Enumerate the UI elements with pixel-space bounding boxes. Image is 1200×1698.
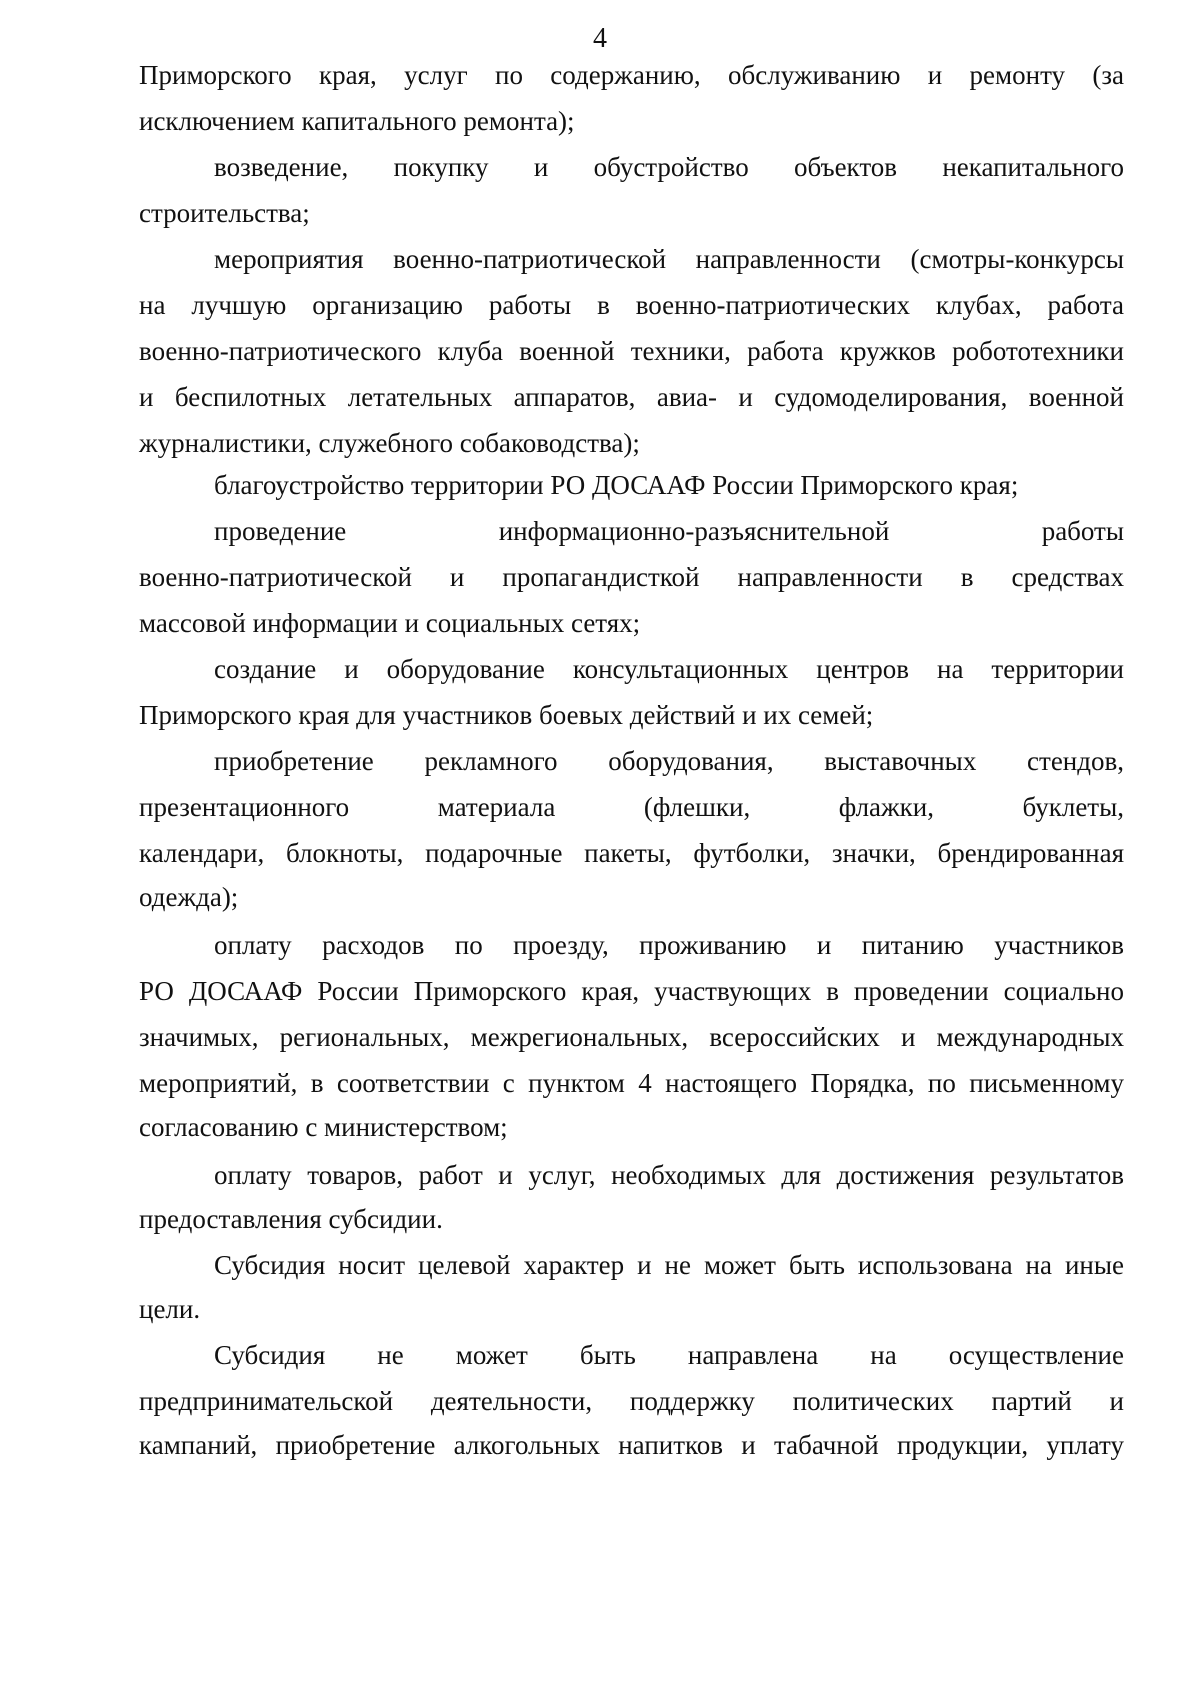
text-line: календари, блокноты, подарочные пакеты, футболки, значки, брендированная [139,838,1124,868]
text-line: предпринимательской деятельности, поддержку политических партий и [139,1386,1124,1416]
text-line: Субсидия не может быть направлена на осуществление [214,1340,1124,1370]
text-line: согласованию с министерством; [139,1112,508,1142]
page-number: 4 [593,23,607,54]
text-line: исключением капитального ремонта); [139,106,575,136]
text-line: оплату товаров, работ и услуг, необходимых для достижения результатов [214,1160,1124,1190]
text-line: создание и оборудование консультационных центров на территории [214,654,1124,684]
text-line: кампаний, приобретение алкогольных напитков и табачной продукции, уплату [139,1430,1124,1460]
text-line: строительства; [139,198,310,228]
text-line: на лучшую организацию работы в военно-патриотических клубах, работа [139,290,1124,320]
text-line: презентационного материала (флешки, флажки, буклеты, [139,792,1124,822]
text-line: цели. [139,1294,201,1324]
text-line: Приморского края для участников боевых действий и их семей; [139,700,874,730]
text-line: одежда); [139,882,239,912]
text-line: журналистики, служебного собаководства); [139,428,640,458]
text-line: приобретение рекламного оборудования, выставочных стендов, [214,746,1124,776]
text-line: предоставления субсидии. [139,1204,443,1234]
text-line: Приморского края, услуг по содержанию, обслуживанию и ремонту (за [139,60,1124,90]
text-line: проведение информационно-разъяснительной работы [214,516,1124,546]
text-line: значимых, региональных, межрегиональных, всероссийских и международных [139,1022,1124,1052]
text-line: военно-патриотического клуба военной техники, работа кружков робототехники [139,336,1124,366]
text-line: благоустройство территории РО ДОСААФ России Приморского края; [214,470,1019,500]
text-line: военно-патриотической и пропагандисткой направленности в средствах [139,562,1124,592]
text-line: и беспилотных летательных аппаратов, авиа- и судомоделирования, военной [139,382,1124,412]
text-line: РО ДОСААФ России Приморского края, участвующих в проведении социально [139,976,1124,1006]
text-line: Субсидия носит целевой характер и не может быть использована на иные [214,1250,1124,1280]
text-line: оплату расходов по проезду, проживанию и питанию участников [214,930,1124,960]
text-line: массовой информации и социальных сетях; [139,608,641,638]
text-line: мероприятия военно-патриотической направленности (смотры-конкурсы [214,244,1124,274]
text-line: возведение, покупку и обустройство объектов некапитального [214,152,1124,182]
text-line: мероприятий, в соответствии с пунктом 4 настоящего Порядка, по письменному [139,1068,1124,1098]
